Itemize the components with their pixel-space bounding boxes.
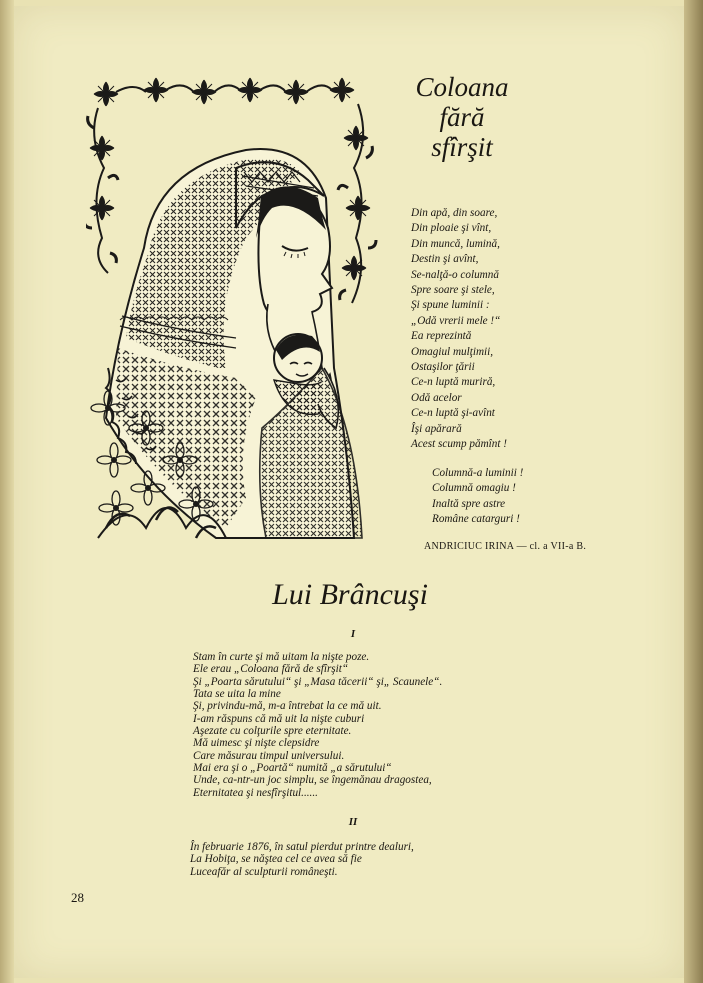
text-line: Şi „Poarta sărutului“ şi „Masa tăcerii“ şi„ Scaunele“.	[193, 675, 443, 688]
part-1-numeral: I	[350, 628, 356, 640]
book-binding	[0, 0, 14, 983]
text-line: Mă uimesc şi nişte clepsidre	[193, 737, 320, 750]
text-line: Unde, ca-ntr-un joc simplu, se îngemănau dragostea,	[193, 774, 432, 787]
text-line: Ele erau „Coloana fără de sfîrşit“	[193, 663, 349, 676]
section-title: Lui Brâncuşi	[272, 578, 428, 611]
part-1-text	[193, 651, 442, 799]
text-line: Mai era şi o „Poartă“ numită „a sărutului“	[193, 762, 392, 775]
text-line: I-am răspuns că mă uit la nişte cuburi	[193, 712, 365, 725]
page-number: 28	[71, 890, 84, 905]
verse-line: „Odă vrerii mele !“	[411, 314, 501, 327]
book-edge	[684, 0, 703, 983]
verse-line: Ce-n luptă muriră,	[411, 376, 496, 389]
verse-line: Omagiul mulţimii,	[411, 345, 494, 358]
verse-line: Columnă omagiu !	[432, 482, 516, 495]
poem-title-line-3: sfîrşit	[431, 132, 493, 162]
poem-verse-2	[432, 466, 523, 528]
verse-line: Ce-n luptă şi-avînt	[411, 407, 495, 420]
poem-title-line-1: Coloana	[415, 72, 509, 102]
poem-title	[404, 72, 520, 162]
poem-author: ANDRICIUC IRINA — cl. a VII-a B.	[424, 541, 587, 552]
verse-line: Ea reprezintă	[411, 330, 472, 343]
verse-line: Odă acelor	[411, 391, 462, 404]
text-line: Aşezate cu colţurile spre eternitate.	[193, 725, 352, 738]
verse-line: Şi spune luminii :	[411, 299, 490, 312]
text-line: La Hobiţa, se năştea cel ce avea să fie	[190, 853, 362, 866]
verse-line: Din muncă, lumină,	[411, 237, 500, 250]
verse-line: Din apă, din soare,	[411, 207, 498, 219]
verse-line: Destin şi avînt,	[411, 253, 479, 266]
verse-line: Din ploaie şi vînt,	[411, 222, 492, 235]
text-line: Care măsurau timpul universului.	[193, 749, 345, 762]
verse-line: Spre soare şi stele,	[411, 284, 495, 297]
woman-with-child-illustration	[86, 68, 378, 548]
text-line: Luceafăr al sculpturii româneşti.	[190, 865, 338, 878]
poem-title-line-2: fără	[439, 102, 485, 132]
verse-line: Columnă-a luminii !	[432, 467, 524, 479]
verse-line: Îşi apărară	[411, 422, 462, 435]
verse-line: Se-nalţă-o columnă	[411, 268, 499, 281]
text-line: În februarie 1876, în satul pierdut printre dealuri,	[190, 841, 414, 853]
poem-verse-1	[411, 206, 507, 453]
text-line: Şi, privindu-mă, m-a întrebat la ce mă uit.	[193, 700, 382, 713]
verse-line: Inaltă spre astre	[432, 497, 506, 510]
verse-line: Române catarguri !	[432, 513, 520, 526]
verse-line: Ostaşilor ţării	[411, 361, 475, 374]
text-line: Tata se uita la mine	[193, 688, 281, 701]
text-line: Eternitatea şi nesfîrşitul......	[193, 786, 318, 799]
part-2-text	[190, 841, 414, 878]
verse-line: Acest scump pămînt !	[411, 438, 508, 451]
part-2-numeral: II	[348, 816, 358, 828]
text-line: Stam în curte şi mă uitam la nişte poze.	[193, 651, 370, 663]
